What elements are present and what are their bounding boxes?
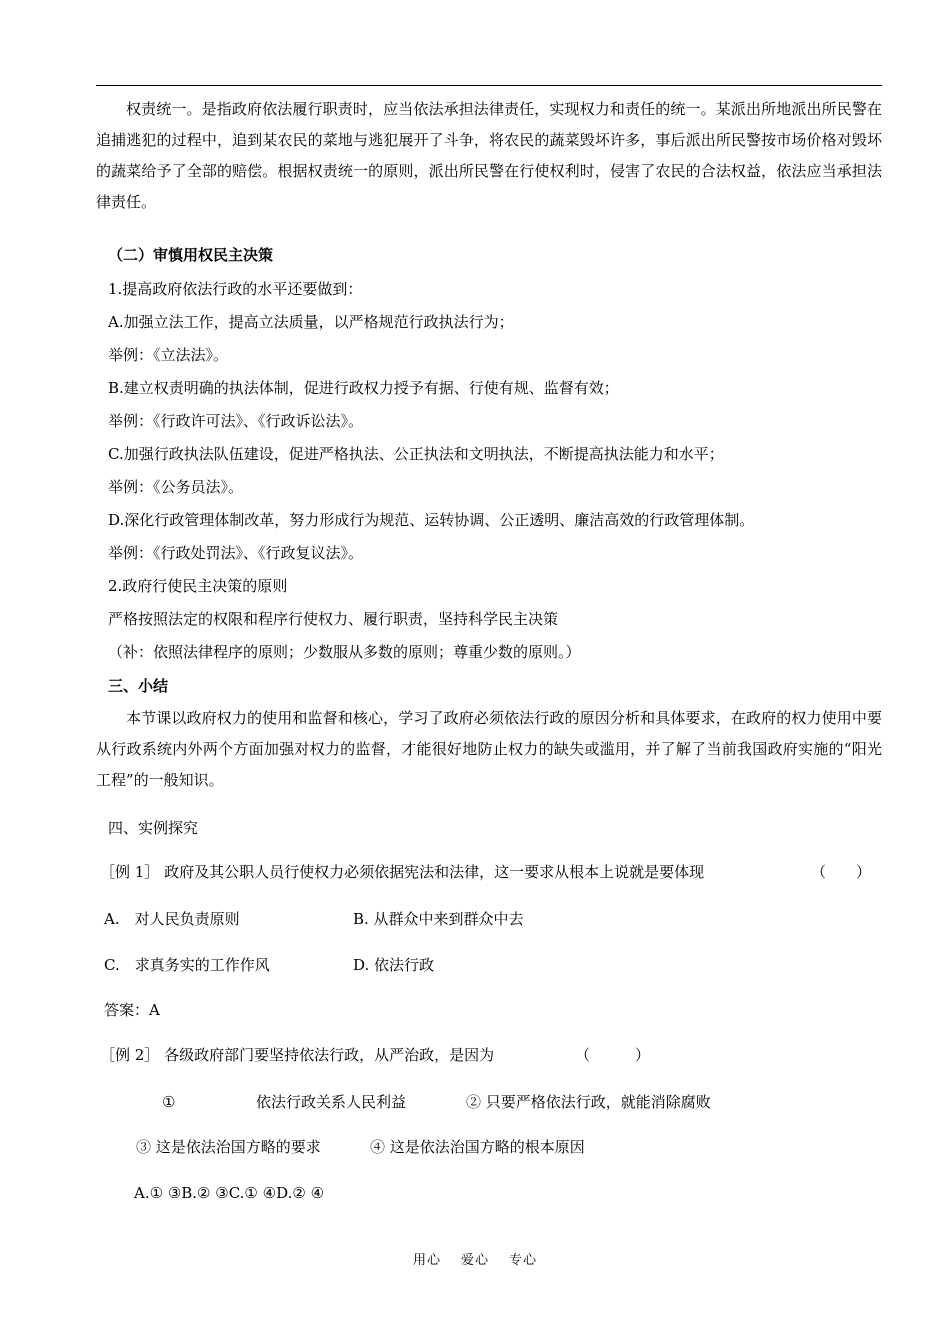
point-d: D.深化行政管理体制改革，努力形成行为规范、运转协调、公正透明、廉洁高效的行政管理体制。 bbox=[108, 511, 755, 529]
example1-option-b: B. 从群众中来到群众中去 bbox=[353, 910, 524, 928]
example2-statement2: ② 只要严格依法行政，就能消除腐败 bbox=[466, 1093, 711, 1111]
example2-statement3: ③ 这是依法治国方略的要求 bbox=[136, 1138, 321, 1156]
point-c-example: 举例：《公务员法》。 bbox=[108, 478, 244, 496]
point-a-example: 举例：《立法法》。 bbox=[108, 346, 229, 364]
intro-paragraph: 权责统一。是指政府依法履行职责时，应当依法承担法律责任，实现权力和责任的统一。某派出所地派出所民警在追捕逃犯的过程中，追到某农民的菜地与逃犯展开了斗争，将农民的蔬菜毁坏许多，事后派出所民警按市场价格对毁坏的蔬菜给予了全部的赔偿。根据权责统一的原则，派出所民警在行使权利时，侵害了农民的合法权益，依法应当承担法律责任。 bbox=[96, 100, 882, 211]
summary-paragraph: 本节课以政府权力的使用和监督和核心，学习了政府必须依法行政的原因分析和具体要求，在政府的权力使用中要从行政系统内外两个方面加强对权力的监督，才能很好地防止权力的缺失或滥用，并了解了当前我国政府实施的“阳光工程”的一般知识。 bbox=[96, 709, 882, 789]
item2-note: （补：依照法律程序的原则；少数服从多数的原则；尊重少数的原则。） bbox=[108, 643, 581, 661]
point-b: B.建立权责明确的执法体制，促进行政权力授予有据、行使有规、监督有效； bbox=[108, 379, 619, 397]
item2-body: 严格按照法定的权限和程序行使权力、履行职责，坚持科学民主决策 bbox=[108, 610, 559, 628]
example2-choices: A.① ③B.② ③C.① ④D.② ④ bbox=[134, 1184, 325, 1202]
example2-question: ［例 2］ 各级政府部门要坚持依法行政，从严治政，是因为 bbox=[100, 1046, 495, 1064]
example2-blank: （ ） bbox=[575, 1046, 651, 1064]
section-heading-prudent-power: （二）审慎用权民主决策 bbox=[108, 246, 274, 264]
footer-word-2: 爱心 bbox=[460, 1253, 489, 1268]
example2-statement1: 依法行政关系人民利益 bbox=[256, 1093, 407, 1111]
example1-option-d: D. 依法行政 bbox=[353, 956, 435, 974]
item2-title: 2.政府行使民主决策的原则 bbox=[108, 577, 288, 595]
example2-statement4: ④ 这是依法治国方略的根本原因 bbox=[370, 1138, 585, 1156]
example1-option-a: A. 对人民负责原则 bbox=[104, 910, 240, 928]
example2-statement1-marker: ① bbox=[162, 1093, 176, 1111]
point-a: A.加强立法工作，提高立法质量，以严格规范行政执法行为； bbox=[108, 313, 514, 331]
summary-heading: 三、小结 bbox=[108, 677, 169, 695]
example1-option-c: C. 求真务实的工作作风 bbox=[104, 956, 270, 974]
examples-heading: 四、实例探究 bbox=[108, 819, 199, 837]
example1-question: ［例 1］ 政府及其公职人员行使权力必须依据宪法和法律，这一要求从根本上说就是要体现 bbox=[100, 863, 705, 881]
point-b-example: 举例：《行政许可法》、《行政诉讼法》。 bbox=[108, 412, 364, 430]
example1-blank: （ ） bbox=[811, 863, 872, 881]
point-c: C.加强行政执法队伍建设，促进严格执法、公正执法和文明执法，不断提高执法能力和水平； bbox=[108, 445, 724, 463]
point-d-example: 举例：《行政处罚法》、《行政复议法》。 bbox=[108, 544, 364, 562]
item1-title: 1.提高政府依法行政的水平还要做到： bbox=[108, 280, 363, 298]
page-footer bbox=[0, 1249, 950, 1268]
footer-word-1: 用心 bbox=[412, 1253, 441, 1268]
header-rule bbox=[96, 85, 882, 86]
example1-answer: 答案：A bbox=[104, 1001, 160, 1019]
footer-word-3: 专心 bbox=[509, 1253, 538, 1268]
